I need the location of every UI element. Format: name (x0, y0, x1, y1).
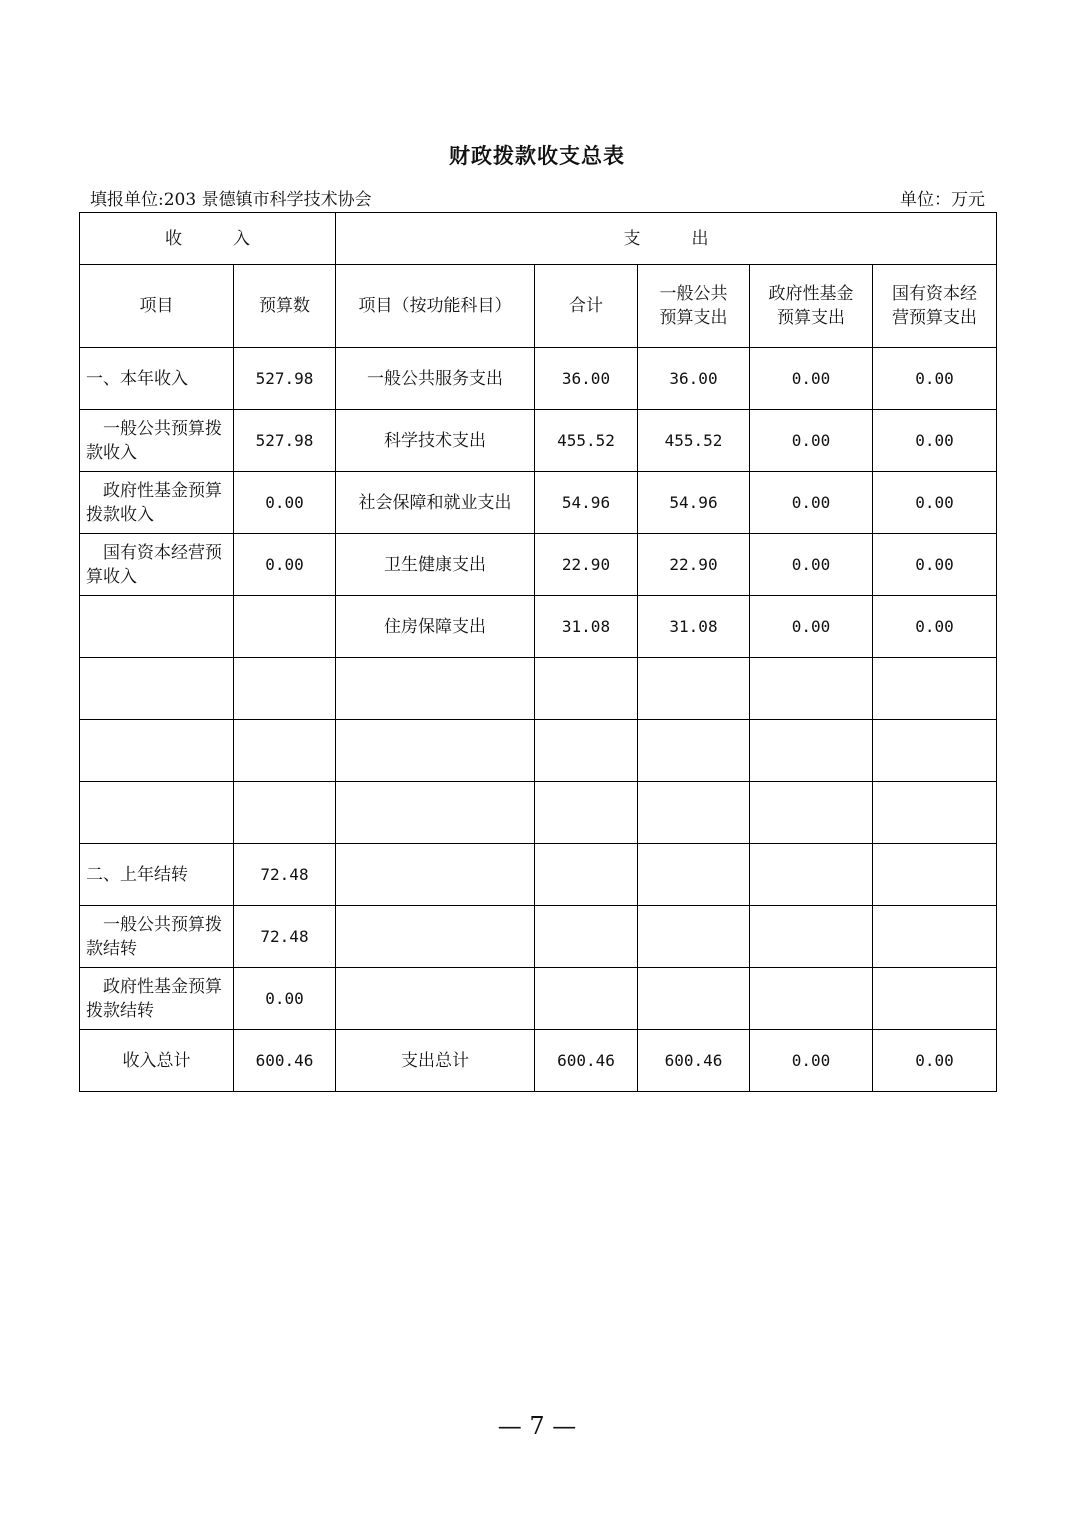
expense-item-cell (336, 844, 535, 906)
expense-total-cell (535, 968, 638, 1030)
expense-state-capital-cell (873, 720, 997, 782)
income-budget-cell: 72.48 (234, 844, 336, 906)
table-row (80, 410, 997, 472)
col-header-budget: 预算数 (234, 265, 336, 348)
income-budget-cell (234, 658, 336, 720)
table-row (80, 534, 997, 596)
table-row (80, 596, 997, 658)
expense-general-cell (638, 906, 750, 968)
income-item-cell: 一般公共预算拨款结转 (80, 906, 234, 968)
income-budget-cell: 0.00 (234, 968, 336, 1030)
expense-state-capital-cell (873, 658, 997, 720)
expense-gov-fund-cell: 0.00 (750, 596, 873, 658)
expense-gov-fund-cell: 0.00 (750, 410, 873, 472)
income-item-cell (80, 720, 234, 782)
expense-state-capital-cell: 0.00 (873, 596, 997, 658)
header-row-columns (80, 265, 997, 348)
expense-state-capital-cell (873, 844, 997, 906)
expense-total-cell (535, 782, 638, 844)
expense-general-cell (638, 968, 750, 1030)
expense-item-cell: 科学技术支出 (336, 410, 535, 472)
income-item-cell: 政府性基金预算拨款收入 (80, 472, 234, 534)
expense-state-capital-cell: 0.00 (873, 348, 997, 410)
col-header-gov-fund: 政府性基金 预算支出 (750, 265, 873, 348)
table-row (80, 844, 997, 906)
table-row (80, 472, 997, 534)
expense-state-capital-cell (873, 968, 997, 1030)
expense-item-cell: 一般公共服务支出 (336, 348, 535, 410)
income-item-cell (80, 782, 234, 844)
income-item-cell: 一般公共预算拨款收入 (80, 410, 234, 472)
expense-general-cell (638, 844, 750, 906)
income-item-cell (80, 596, 234, 658)
expense-total-cell: 455.52 (535, 410, 638, 472)
expense-general-cell (638, 720, 750, 782)
income-budget-cell: 72.48 (234, 906, 336, 968)
reporting-unit: 填报单位:203 景德镇市科学技术协会 (90, 190, 372, 210)
expense-item-cell: 社会保障和就业支出 (336, 472, 535, 534)
income-item-cell (80, 658, 234, 720)
expense-item-cell: 住房保障支出 (336, 596, 535, 658)
expense-total-general: 600.46 (638, 1030, 750, 1092)
expense-gov-fund-cell (750, 720, 873, 782)
income-budget-cell: 0.00 (234, 534, 336, 596)
expense-gov-fund-cell (750, 844, 873, 906)
expense-state-capital-cell (873, 782, 997, 844)
expense-item-cell (336, 906, 535, 968)
expense-header: 支 出 (336, 213, 997, 265)
expense-item-cell (336, 658, 535, 720)
expense-gov-fund-cell (750, 782, 873, 844)
col-header-general: 一般公共 预算支出 (638, 265, 750, 348)
income-budget-cell: 527.98 (234, 348, 336, 410)
expense-total-cell (535, 844, 638, 906)
expense-total-cell: 31.08 (535, 596, 638, 658)
table-row (80, 968, 997, 1030)
expense-total-gov-fund: 0.00 (750, 1030, 873, 1092)
income-header: 收 入 (80, 213, 336, 265)
page-title: 财政拨款收支总表 (449, 143, 625, 168)
income-total-value: 600.46 (234, 1030, 336, 1092)
income-item-cell: 一、本年收入 (80, 348, 234, 410)
expense-item-cell (336, 720, 535, 782)
income-item-cell: 国有资本经营预算收入 (80, 534, 234, 596)
expense-gov-fund-cell: 0.00 (750, 472, 873, 534)
income-budget-cell (234, 596, 336, 658)
expense-state-capital-cell (873, 906, 997, 968)
expense-total-state-capital: 0.00 (873, 1030, 997, 1092)
expense-general-cell: 36.00 (638, 348, 750, 410)
expense-general-cell: 455.52 (638, 410, 750, 472)
income-budget-cell: 527.98 (234, 410, 336, 472)
expense-total-value: 600.46 (535, 1030, 638, 1092)
expense-state-capital-cell: 0.00 (873, 410, 997, 472)
table-row (80, 782, 997, 844)
col-header-func-item: 项目（按功能科目） (336, 265, 535, 348)
page-number: — 7 — (497, 1412, 577, 1440)
header-row-group (80, 213, 997, 265)
income-total-label: 收入总计 (80, 1030, 234, 1092)
expense-state-capital-cell: 0.00 (873, 534, 997, 596)
table-row (80, 348, 997, 410)
expense-state-capital-cell: 0.00 (873, 472, 997, 534)
col-header-item: 项目 (80, 265, 234, 348)
expense-total-cell: 22.90 (535, 534, 638, 596)
expense-item-cell (336, 782, 535, 844)
expense-general-cell: 31.08 (638, 596, 750, 658)
table-row (80, 720, 997, 782)
expense-total-cell (535, 720, 638, 782)
income-budget-cell (234, 782, 336, 844)
expense-total-cell (535, 658, 638, 720)
expense-total-cell: 54.96 (535, 472, 638, 534)
expense-total-cell (535, 906, 638, 968)
expense-item-cell (336, 968, 535, 1030)
expense-total-label: 支出总计 (336, 1030, 535, 1092)
expense-general-cell (638, 658, 750, 720)
table-row (80, 906, 997, 968)
expense-gov-fund-cell (750, 968, 873, 1030)
col-header-total: 合计 (535, 265, 638, 348)
expense-general-cell: 22.90 (638, 534, 750, 596)
budget-summary-table (79, 212, 997, 1092)
expense-gov-fund-cell (750, 658, 873, 720)
income-budget-cell (234, 720, 336, 782)
income-budget-cell: 0.00 (234, 472, 336, 534)
totals-row (80, 1030, 997, 1092)
table-body (80, 348, 997, 1030)
expense-general-cell (638, 782, 750, 844)
income-item-cell: 二、上年结转 (80, 844, 234, 906)
col-header-state-capital: 国有资本经 营预算支出 (873, 265, 997, 348)
expense-total-cell: 36.00 (535, 348, 638, 410)
expense-item-cell: 卫生健康支出 (336, 534, 535, 596)
expense-gov-fund-cell: 0.00 (750, 534, 873, 596)
income-item-cell: 政府性基金预算拨款结转 (80, 968, 234, 1030)
expense-gov-fund-cell: 0.00 (750, 348, 873, 410)
currency-unit: 单位：万元 (900, 190, 985, 210)
table-row (80, 658, 997, 720)
expense-gov-fund-cell (750, 906, 873, 968)
expense-general-cell: 54.96 (638, 472, 750, 534)
